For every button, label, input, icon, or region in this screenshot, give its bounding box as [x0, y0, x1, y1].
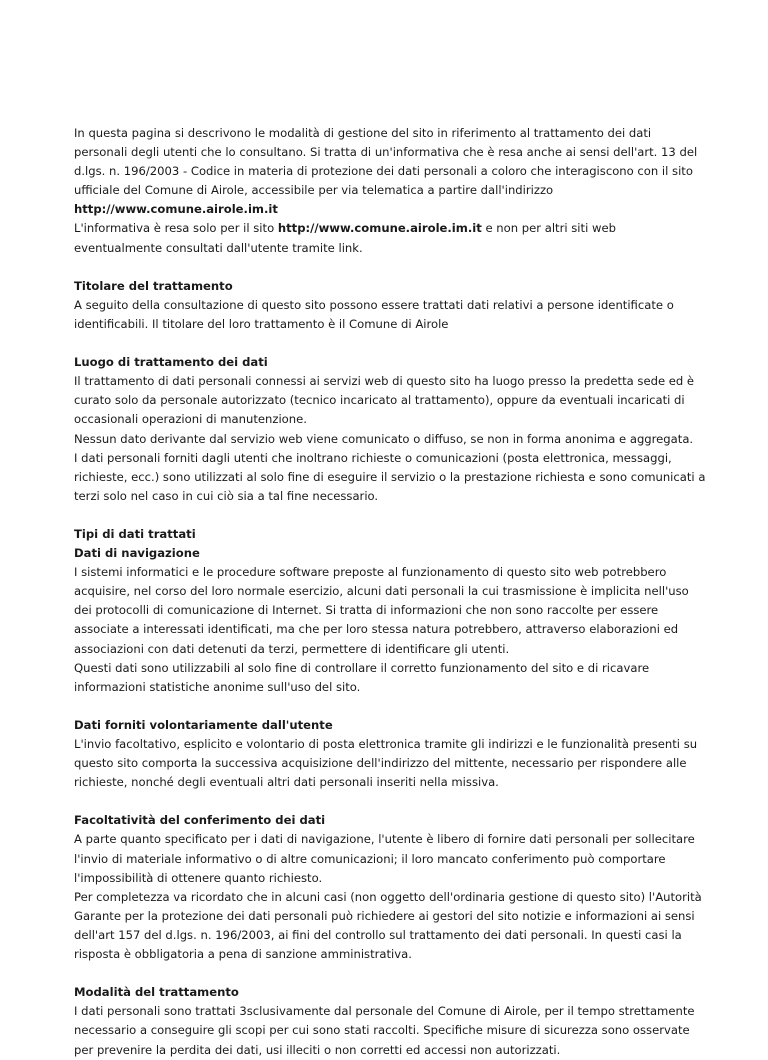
section-luogo — [74, 353, 706, 506]
intro-paragraph-1 — [74, 124, 706, 219]
intro-block — [74, 124, 706, 258]
section-heading: Titolare del trattamento — [74, 278, 233, 293]
intro-text: e non per altri siti web eventualmente consultati dall'utente tramite link. — [74, 221, 616, 255]
section-paragraph: I sistemi informatici e le procedure software preposte al funzionamento di questo sito web potrebbero acquisire, nel corso del loro normale esercizio, alcuni dati personali la cui trasmissione è implicita nell'uso dei protocolli di comunicazione di Internet. Si tratta di informazioni che non sono raccolte per essere associate a interessati identificati, ma che per loro stessa natura potrebbero, attraverso elaborazioni ed associazioni con dati detenuti da terzi, permettere di identificare gli utenti. — [74, 565, 689, 656]
section-paragraph: Per completezza va ricordato che in alcuni casi (non oggetto dell'ordinaria gestione di questo sito) l'Autorità Garante per la protezione dei dati personali può richiedere ai gestori del sito notizie e informazioni ai sensi dell'art 157 del d.lgs. n. 196/2003, ai fini del controllo sul trattamento dei dati personali. In questi casi la risposta è obbligatoria a pena di sanzione amministrativa. — [74, 889, 702, 962]
section-paragraph: Il trattamento di dati personali connessi ai servizi web di questo sito ha luogo presso la predetta sede ed è curato solo da personale autorizzato (tecnico incaricato al trattamento), oppure da eventuali incaricati di occasionali operazioni di manutenzione. — [74, 374, 695, 427]
section-paragraph: A seguito della consultazione di questo sito possono essere trattati dati relativi a persone identificate o identificabili. Il titolare del loro trattamento è il Comune di Airole — [74, 297, 674, 331]
section-heading: Luogo di trattamento dei dati — [74, 355, 268, 370]
site-url: http://www.comune.airole.im.it — [74, 202, 278, 217]
section-paragraph: A parte quanto specificato per i dati di navigazione, l'utente è libero di fornire dati personali per sollecitare l'invio di materiale informativo o di altre comunicazioni; il loro mancato conferimento può comportare l'impossibilità di ottenere quanto richiesto. — [74, 832, 695, 885]
section-heading: Tipi di dati trattati — [74, 526, 196, 541]
section-subheading: Dati di navigazione — [74, 546, 200, 561]
section-heading: Facoltatività del conferimento dei dati — [74, 813, 326, 828]
section-paragraph: Questi dati sono utilizzabili al solo fine di controllare il corretto funzionamento del sito e di ricavare informazioni statistiche anonime sull'uso del sito. — [74, 660, 650, 694]
section-paragraph: I dati personali sono trattati 3sclusivamente dal personale del Comune di Airole, per il tempo strettamente necessario a conseguire gli scopi per cui sono stati raccolti. Specifiche misure di sicurezza sono osservate per prevenire la perdita dei dati, usi illeciti o non corretti ed accessi non autorizzati. — [74, 1004, 695, 1057]
section-dati-forniti — [74, 716, 706, 792]
section-heading: Dati forniti volontariamente dall'utente — [74, 717, 333, 732]
intro-paragraph-2 — [74, 219, 706, 257]
section-heading: Modalità del trattamento — [74, 985, 239, 1000]
document-body — [74, 124, 706, 1060]
section-paragraph: L'invio facoltativo, esplicito e volontario di posta elettronica tramite gli indirizzi e le funzionalità presenti su questo sito comporta la successiva acquisizione dell'indirizzo del mittente, necessario per rispondere alle richieste, nonché degli eventuali altri dati personali inseriti nella missiva. — [74, 737, 698, 790]
site-url: http://www.comune.airole.im.it — [277, 221, 482, 236]
section-paragraph: I dati personali forniti dagli utenti che inoltrano richieste o comunicazioni (posta elettronica, messaggi, richieste, ecc.) sono utilizzati al solo fine di eseguire il servizio o la prestazione richiesta e sono comunicati a terzi solo nel caso in cui ciò sia a tal fine necessario. — [74, 450, 706, 503]
section-titolare — [74, 277, 706, 334]
intro-text: L'informativa è resa solo per il sito — [74, 221, 275, 236]
section-tipi-dati — [74, 525, 706, 697]
section-facoltativita — [74, 811, 706, 964]
section-paragraph: Nessun dato derivante dal servizio web viene comunicato o diffuso, se non in forma anonima e aggregata. — [74, 431, 694, 446]
intro-text: In questa pagina si descrivono le modalità di gestione del sito in riferimento al trattamento dei dati personali degli utenti che lo consultano. Si tratta di un'informativa che è resa anche ai sensi dell'art. 13 del d.lgs. n. 196/2003 - Codice in materia di protezione dei dati personali a coloro che interagiscono con il sito ufficiale del Comune di Airole, accessibile per via telematica a partire dall'indirizzo — [74, 126, 698, 198]
section-modalita — [74, 983, 706, 1059]
